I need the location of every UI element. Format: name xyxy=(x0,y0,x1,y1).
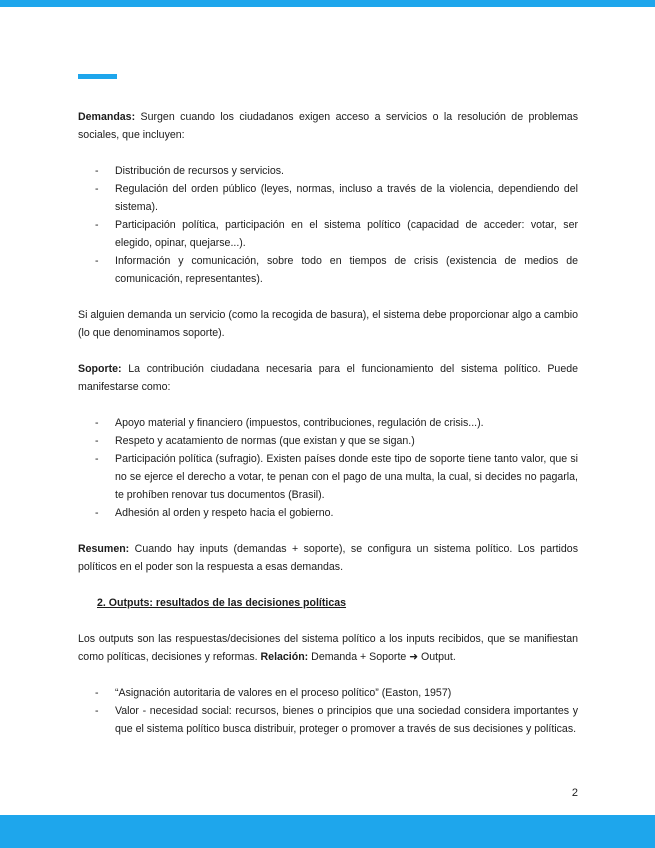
demandas-label: Demandas: xyxy=(78,111,136,123)
demandas-after-paragraph: Si alguien demanda un servicio (como la recogida de basura), el sistema debe proporcionar algo a cambio (lo que denominamos soporte). xyxy=(78,309,578,339)
soporte-label: Soporte: xyxy=(78,363,122,375)
relation-label: Relación: xyxy=(260,651,309,663)
list-item: - Información y comunicación, sobre todo en tiempos de crisis (existencia de medios de comunicación, representantes). xyxy=(78,252,578,288)
list-item: - Adhesión al orden y respeto hacia el gobierno. xyxy=(78,504,578,522)
relation-text: Demanda + Soporte ➜ Output. xyxy=(308,651,456,663)
soporte-text: La contribución ciudadana necesaria para el funcionamiento del sistema político. Puede manifestarse como: xyxy=(78,363,578,393)
list-item: - Regulación del orden público (leyes, normas, incluso a través de la violencia, dependiendo del sistema). xyxy=(78,180,578,216)
accent-dash xyxy=(78,74,117,79)
document-body xyxy=(78,108,578,738)
list-item: - “Asignación autoritaria de valores en el proceso político” (Easton, 1957) xyxy=(78,684,578,702)
top-accent-bar xyxy=(0,0,655,7)
list-item: - Distribución de recursos y servicios. xyxy=(78,162,578,180)
resumen-label: Resumen: xyxy=(78,543,130,555)
list-item: - Respeto y acatamiento de normas (que existan y que se sigan.) xyxy=(78,432,578,450)
list-item: - Participación política, participación en el sistema político (capacidad de acceder: votar, ser elegido, opinar, quejarse...). xyxy=(78,216,578,252)
resumen-text: Cuando hay inputs (demandas + soporte), se configura un sistema político. Los partidos políticos en el poder son la respuesta a esas demandas. xyxy=(78,543,578,573)
demandas-list xyxy=(78,162,578,288)
bottom-accent-bar xyxy=(0,815,655,848)
demandas-paragraph xyxy=(78,108,578,144)
outputs-list xyxy=(78,684,578,738)
resumen-paragraph xyxy=(78,540,578,576)
outputs-intro-text: Los outputs son las respuestas/decisiones del sistema político a los inputs recibidos, que se manifiestan como políticas, decisiones y reformas. xyxy=(78,633,578,663)
outputs-intro-paragraph xyxy=(78,630,578,666)
soporte-paragraph xyxy=(78,360,578,396)
list-item: - Participación política (sufragio). Existen países donde este tipo de soporte tiene tanto valor, que si no se ejerce el derecho a votar, te penan con el pago de una multa, la cual, si decides no pagarla, te prohíben renovar tus documentos (Brasil). xyxy=(78,450,578,504)
page-number: 2 xyxy=(571,787,578,799)
demandas-text: Surgen cuando los ciudadanos exigen acceso a servicios o la resolución de problemas sociales, que incluyen: xyxy=(78,111,578,141)
list-item: - Valor - necesidad social: recursos, bienes o principios que una sociedad considera importantes y que el sistema político busca distribuir, proteger o promover a través de sus decisiones y políticas. xyxy=(78,702,578,738)
soporte-list xyxy=(78,414,578,522)
list-item: - Apoyo material y financiero (impuestos, contribuciones, regulación de crisis...). xyxy=(78,414,578,432)
outputs-heading: 2. Outputs: resultados de las decisiones políticas xyxy=(97,597,347,609)
